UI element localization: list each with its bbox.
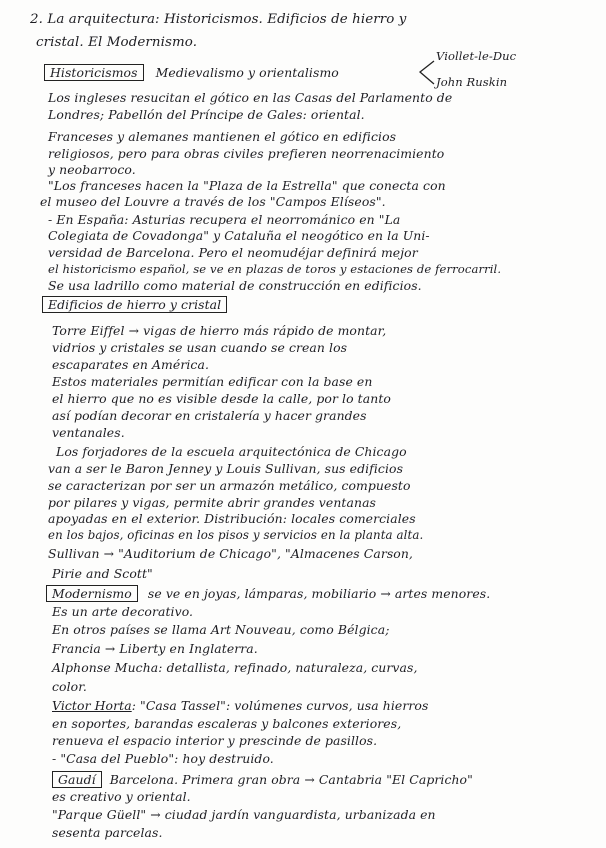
modernismo-first-line: se ve en joyas, lámparas, mobiliario → artes menores. — [147, 586, 491, 601]
gaudi-line: sesenta parcelas. — [52, 825, 163, 840]
historicismos-line: Se usa ladrillo como material de construcción en edificios. — [48, 278, 422, 293]
margin-note-viollet: Viollet-le-Duc — [436, 49, 517, 63]
page-title-line-2: cristal. El Modernismo. — [36, 35, 198, 50]
hierro-line: el hierro que no es visible desde la calle, por lo tanto — [52, 391, 391, 406]
hierro-line: van a ser le Baron Jenney y Louis Sullivan, sus edificios — [48, 461, 404, 476]
modernismo-heading: Modernismo — [46, 585, 138, 602]
hierro-line: por pilares y vigas, permite abrir grandes ventanas — [48, 495, 377, 510]
modernismo-line: Alphonse Mucha: detallista, refinado, naturaleza, curvas, — [52, 660, 418, 675]
historicismos-subhead: Medievalismo y orientalismo — [155, 65, 339, 80]
modernismo-line: Es un arte decorativo. — [52, 604, 194, 619]
historicismos-line: Franceses y alemanes mantienen el gótico en edificios — [48, 129, 397, 144]
horta-first-line: : "Casa Tassel": volúmenes curvos, usa hierros — [131, 698, 429, 713]
historicismos-line: religiosos, pero para obras civiles prefieren neorrenacimiento — [48, 146, 445, 161]
modernismo-line: color. — [52, 679, 87, 694]
hierro-line: apoyadas en el exterior. Distribución: locales comerciales — [48, 511, 416, 526]
historicismos-line: el museo del Louvre a través de los "Campos Elíseos". — [40, 194, 386, 209]
historicismos-line: "Los franceses hacen la "Plaza de la Estrella" que conecta con — [48, 178, 446, 193]
hierro-line: Sullivan → "Auditorium de Chicago", "Almacenes Carson, — [48, 546, 413, 561]
hierro-line: Torre Eiffel → vigas de hierro más rápido de montar, — [52, 323, 387, 338]
historicismos-line: Londres; Pabellón del Príncipe de Gales: oriental. — [48, 107, 365, 122]
gaudi-first-line: Barcelona. Primera gran obra → Cantabria "El Capricho" — [109, 772, 473, 787]
hierro-line: en los bajos, oficinas en los pisos y servicios en la planta alta. — [48, 528, 424, 542]
hierro-line: escaparates en América. — [52, 357, 209, 372]
gaudi-line: es creativo y oriental. — [52, 789, 191, 804]
historicismos-heading-row — [44, 64, 339, 81]
hierro-line: Los forjadores de la escuela arquitectónica de Chicago — [56, 444, 407, 459]
historicismos-line: el historicismo español, se ve en plazas de toros y estaciones de ferrocarril. — [48, 262, 502, 276]
hierro-line: así podían decorar en cristalería y hacer grandes — [52, 408, 367, 423]
historicismos-heading: Historicismos — [44, 64, 144, 81]
horta-heading-row — [52, 698, 428, 714]
modernismo-line: En otros países se llama Art Nouveau, como Bélgica; — [52, 622, 390, 637]
horta-line: - "Casa del Pueblo": hoy destruido. — [52, 751, 274, 766]
gaudi-name: Gaudí — [52, 771, 102, 788]
historicismos-line: Los ingleses resucitan el gótico en las Casas del Parlamento de — [48, 90, 453, 105]
historicismos-line: Colegiata de Covadonga" y Cataluña el neogótico en la Uni- — [48, 228, 430, 243]
hierro-heading: Edificios de hierro y cristal — [42, 296, 227, 313]
historicismos-line: - En España: Asturias recupera el neorrománico en "La — [48, 212, 401, 227]
hierro-line: vidrios y cristales se usan cuando se crean los — [52, 340, 348, 355]
hierro-heading-row — [42, 296, 227, 313]
gaudi-heading-row — [52, 771, 473, 788]
modernismo-heading-row — [46, 585, 490, 602]
hierro-line: Pirie and Scott" — [52, 566, 153, 581]
modernismo-line: Francia → Liberty en Inglaterra. — [52, 641, 258, 656]
margin-note-ruskin: John Ruskin — [436, 75, 508, 89]
page-title-line-1: 2. La arquitectura: Historicismos. Edificios de hierro y — [30, 12, 407, 27]
horta-line: renueva el espacio interior y prescinde de pasillos. — [52, 733, 378, 748]
bracket-arrow-icon — [412, 58, 436, 88]
historicismos-line: y neobarroco. — [48, 162, 136, 177]
gaudi-line: "Parque Güell" → ciudad jardín vanguardista, urbanizada en — [52, 807, 436, 822]
hierro-line: Estos materiales permitían edificar con la base en — [52, 374, 373, 389]
historicismos-line: versidad de Barcelona. Pero el neomudéjar definirá mejor — [48, 245, 418, 260]
horta-name: Victor Horta — [52, 698, 132, 713]
hierro-line: ventanales. — [52, 425, 125, 440]
hierro-line: se caracterizan por ser un armazón metálico, compuesto — [48, 478, 411, 493]
horta-line: en soportes, barandas escaleras y balcones exteriores, — [52, 716, 402, 731]
